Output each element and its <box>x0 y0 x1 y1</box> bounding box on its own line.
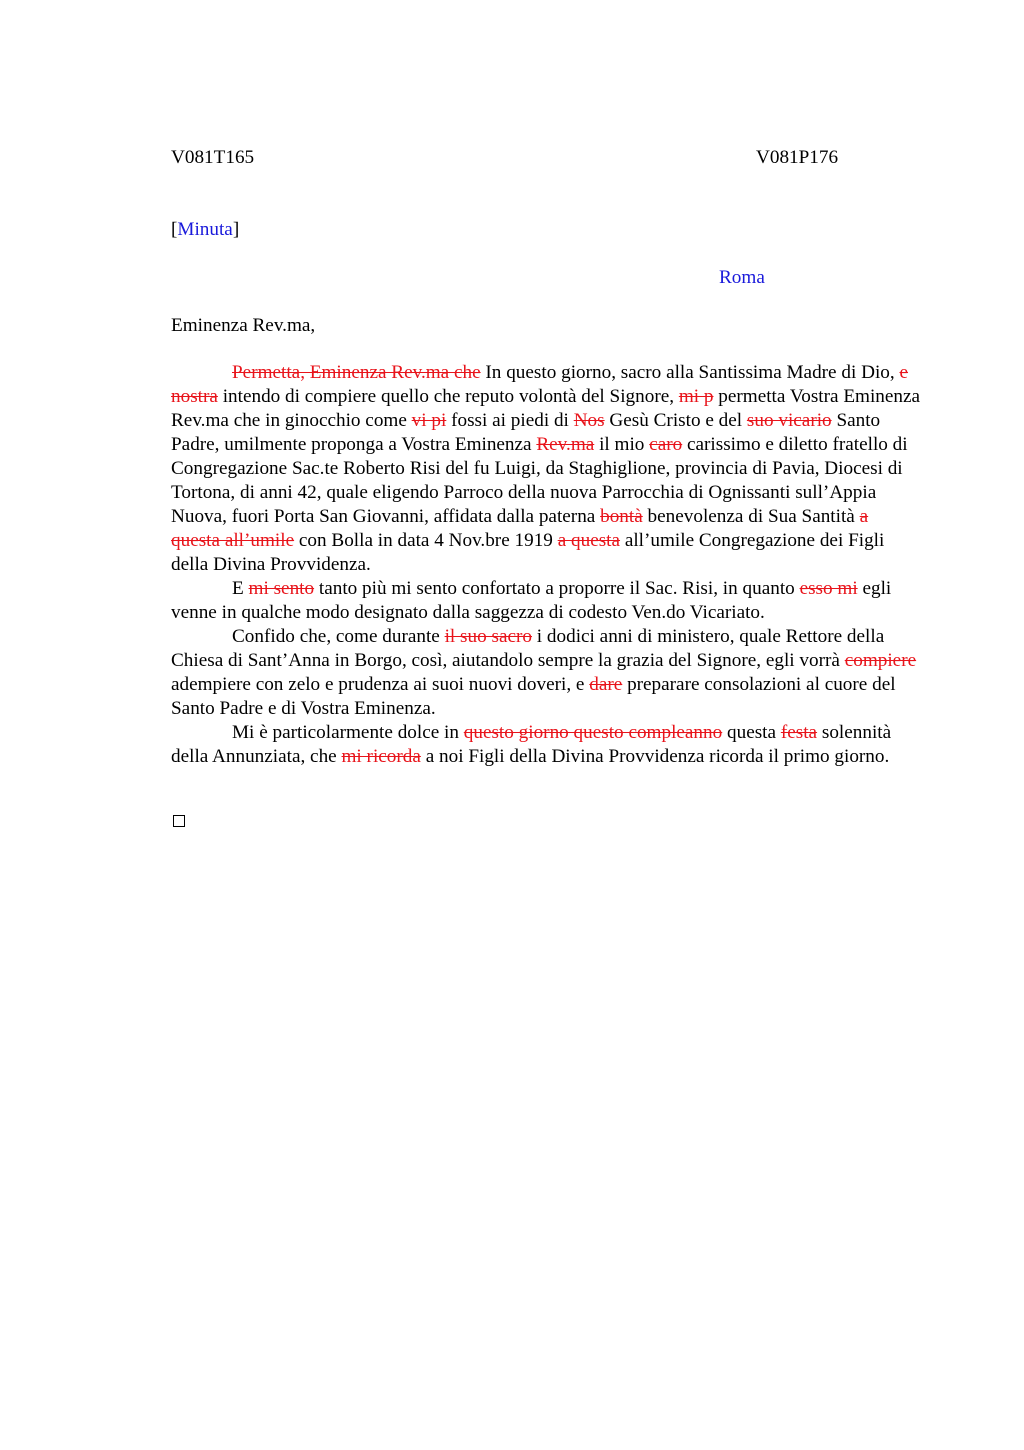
deleted-text: mi sento <box>248 578 315 599</box>
place-name: Roma <box>719 267 765 288</box>
deleted-text: a questa all’umile <box>171 506 869 551</box>
deleted-text: Nos <box>573 410 605 431</box>
body-text: preparare consolazioni al cuore del Santo Padre e di Vostra Eminenza. <box>171 674 896 719</box>
body-text: carissimo e diletto fratello di Congregazione Sac.te Roberto Risi del fu Luigi, da Staghiglione, provincia di Pavia, Diocesi di Tortona, di anni 42, quale eligendo Parroco della nuova Parrocchia di Ognissanti sull’Appia Nuova, fuori Porta San Giovanni, affidata dalla paterna <box>171 434 908 527</box>
body-text: con Bolla in data 4 Nov.bre 1919 <box>294 530 558 551</box>
deleted-text: festa <box>780 722 818 743</box>
body-text: benevolenza di Sua Santità <box>642 506 860 527</box>
body-text: E <box>232 578 249 599</box>
letter-body <box>171 361 921 769</box>
deleted-text: e nostra <box>171 362 909 407</box>
body-text: Mi è particolarmente dolce in <box>232 722 464 743</box>
body-text: Confido che, come durante <box>232 626 445 647</box>
deleted-text: mi ricorda <box>341 746 421 767</box>
body-text: egli venne in qualche modo designato dalla saggezza di codesto Ven.do Vicariato. <box>171 578 892 623</box>
reference-code-right: V081P176 <box>756 147 839 168</box>
deleted-text: dare <box>589 674 623 695</box>
deleted-text: Permetta, Eminenza Rev.ma che <box>232 362 481 383</box>
bracket-close: ] <box>232 219 240 240</box>
body-text: adempiere con zelo e prudenza ai suoi nuovi doveri, e <box>171 674 590 695</box>
deleted-text: a questa <box>557 530 621 551</box>
deleted-text: bontà <box>600 506 643 527</box>
body-text: Gesù Cristo e del <box>604 410 747 431</box>
deleted-text: esso mi <box>799 578 858 599</box>
body-text: solennità della Annunziata, che <box>171 722 892 767</box>
body-text: In questo giorno, sacro alla Santissima Madre di Dio, <box>480 362 900 383</box>
body-text: a noi Figli della Divina Provvidenza ricorda il primo giorno. <box>420 746 890 767</box>
deleted-text: Rev.ma <box>536 434 595 455</box>
deleted-text: caro <box>649 434 683 455</box>
body-text: intendo di compiere quello che reputo volontà del Signore, <box>217 386 679 407</box>
reference-code-left: V081T165 <box>171 147 255 168</box>
minuta-text: Minuta <box>177 219 233 240</box>
body-text: tanto più mi sento confortato a proporre il Sac. Risi, in quanto <box>314 578 800 599</box>
minuta-label <box>171 218 239 242</box>
body-text: fossi ai piedi di <box>446 410 574 431</box>
deleted-text: compiere <box>844 650 917 671</box>
paragraph-3 <box>171 625 921 721</box>
paragraph-4 <box>171 721 921 769</box>
deleted-text: suo vicario <box>746 410 832 431</box>
end-mark-box-icon <box>173 815 185 827</box>
salutation: Eminenza Rev.ma, <box>171 315 316 336</box>
bracket-open: [ <box>171 219 178 240</box>
body-text: i dodici anni di ministero, quale Rettore della Chiesa di Sant’Anna in Borgo, così, aiutandolo sempre la grazia del Signore, egli vorrà <box>171 626 885 671</box>
paragraph-2 <box>171 577 921 625</box>
deleted-text: vi pi <box>411 410 447 431</box>
deleted-text: questo giorno questo compleanno <box>463 722 723 743</box>
deleted-text: il suo sacro <box>444 626 532 647</box>
body-text: permetta Vostra Eminenza Rev.ma che in ginocchio come <box>171 386 921 431</box>
body-text: questa <box>722 722 781 743</box>
paragraph-1 <box>171 361 921 577</box>
body-text: all’umile Congregazione dei Figli della Divina Provvidenza. <box>171 530 885 575</box>
body-text: il mio <box>594 434 650 455</box>
deleted-text: mi p <box>678 386 714 407</box>
body-text: Santo Padre, umilmente proponga a Vostra Eminenza <box>171 410 881 455</box>
